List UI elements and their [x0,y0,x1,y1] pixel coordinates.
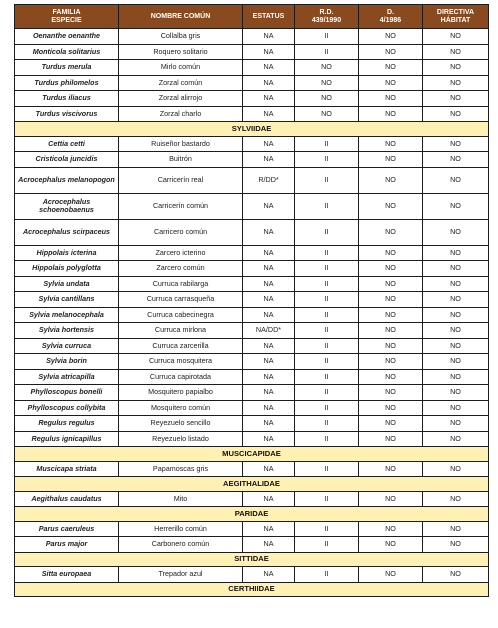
species-name: Sylvia cantillans [15,292,119,308]
header-d [359,5,423,29]
status-cell: NA [243,491,295,507]
common-name: Curruca cabecinegra [119,307,243,323]
status-cell: NA [243,75,295,91]
rd-439-1990-cell: II [295,400,359,416]
species-row [15,400,489,416]
status-cell: NA [243,261,295,277]
species-row [15,219,489,245]
family-name: CERTHIIDAE [15,582,489,597]
common-name: Carricerín real [119,167,243,193]
rd-439-1990-cell: II [295,167,359,193]
directiva-habitat-cell: NO [423,537,489,553]
directiva-habitat-cell: NO [423,106,489,122]
species-name: Cristicola juncidis [15,152,119,168]
species-row [15,261,489,277]
common-name: Ruiseñor bastardo [119,136,243,152]
species-name: Sylvia hortensis [15,323,119,339]
species-row [15,60,489,76]
status-cell: NA [243,60,295,76]
d-4-1986-cell: NO [359,44,423,60]
d-4-1986-cell: NO [359,416,423,432]
directiva-habitat-cell: NO [423,60,489,76]
family-row [15,582,489,597]
directiva-habitat-cell: NO [423,385,489,401]
status-cell: NA [243,416,295,432]
common-name: Reyezuelo sencillo [119,416,243,432]
rd-439-1990-cell: NO [295,106,359,122]
status-cell: NA [243,431,295,447]
species-row [15,385,489,401]
status-cell: NA [243,461,295,477]
header-rd-label: R.D. [319,8,334,16]
d-4-1986-cell: NO [359,29,423,45]
family-name: SITTIDAE [15,552,489,567]
status-cell: NA [243,152,295,168]
d-4-1986-cell: NO [359,106,423,122]
common-name: Roquero solitario [119,44,243,60]
directiva-habitat-cell: NO [423,136,489,152]
d-4-1986-cell: NO [359,167,423,193]
family-row [15,122,489,137]
family-row [15,552,489,567]
d-4-1986-cell: NO [359,461,423,477]
species-row [15,461,489,477]
directiva-habitat-cell: NO [423,431,489,447]
status-cell: NA [243,136,295,152]
status-cell: NA [243,537,295,553]
species-row [15,167,489,193]
d-4-1986-cell: NO [359,491,423,507]
header-habitat-label: HÁBITAT [440,16,471,24]
rd-439-1990-cell: II [295,136,359,152]
species-row [15,416,489,432]
directiva-habitat-cell: NO [423,416,489,432]
common-name: Curruca mirlona [119,323,243,339]
rd-439-1990-cell: II [295,323,359,339]
header-nombre-comun: NOMBRE COMÚN [119,5,243,29]
d-4-1986-cell: NO [359,323,423,339]
common-name: Mirlo común [119,60,243,76]
species-name: Sylvia borin [15,354,119,370]
rd-439-1990-cell: II [295,338,359,354]
directiva-habitat-cell: NO [423,152,489,168]
common-name: Zarcero común [119,261,243,277]
status-cell: NA [243,400,295,416]
species-row [15,245,489,261]
common-name: Curruca carrasqueña [119,292,243,308]
status-cell: NA [243,219,295,245]
directiva-habitat-cell: NO [423,323,489,339]
common-name: Mosquitero papialbo [119,385,243,401]
rd-439-1990-cell: II [295,193,359,219]
species-name: Cettia cetti [15,136,119,152]
rd-439-1990-cell: II [295,369,359,385]
species-name: Acrocephalus melanopogon [15,167,119,193]
species-name: Sylvia curruca [15,338,119,354]
status-cell: NA [243,567,295,583]
header-d-label: D. [387,8,394,16]
species-row [15,354,489,370]
d-4-1986-cell: NO [359,75,423,91]
species-name: Acrocephalus scirpaceus [15,219,119,245]
species-row [15,292,489,308]
rd-439-1990-cell: II [295,307,359,323]
document-page [14,4,488,597]
d-4-1986-cell: NO [359,219,423,245]
rd-439-1990-cell: NO [295,91,359,107]
rd-439-1990-cell: II [295,44,359,60]
d-4-1986-cell: NO [359,354,423,370]
status-cell: NA [243,29,295,45]
status-cell: NA [243,276,295,292]
species-name: Hippolais polyglotta [15,261,119,277]
common-name: Buitrón [119,152,243,168]
directiva-habitat-cell: NO [423,245,489,261]
common-name: Curruca zarcerilla [119,338,243,354]
status-cell: NA [243,106,295,122]
rd-439-1990-cell: II [295,491,359,507]
species-name: Turdus merula [15,60,119,76]
table-header [15,5,489,29]
directiva-habitat-cell: NO [423,276,489,292]
species-row [15,369,489,385]
species-row [15,431,489,447]
species-row [15,567,489,583]
species-row [15,521,489,537]
header-familia-especie [15,5,119,29]
directiva-habitat-cell: NO [423,400,489,416]
status-cell: NA [243,354,295,370]
table-body [15,29,489,597]
species-row [15,323,489,339]
rd-439-1990-cell: II [295,567,359,583]
header-row [15,5,489,29]
species-name: Sylvia melanocephala [15,307,119,323]
d-4-1986-cell: NO [359,537,423,553]
d-4-1986-cell: NO [359,245,423,261]
species-name: Muscicapa striata [15,461,119,477]
rd-439-1990-cell: II [295,354,359,370]
species-name: Regulus ignicapillus [15,431,119,447]
species-row [15,91,489,107]
directiva-habitat-cell: NO [423,193,489,219]
rd-439-1990-cell: II [295,385,359,401]
d-4-1986-cell: NO [359,91,423,107]
d-4-1986-cell: NO [359,152,423,168]
status-cell: NA [243,44,295,60]
species-row [15,152,489,168]
rd-439-1990-cell: II [295,431,359,447]
species-name: Parus caeruleus [15,521,119,537]
family-row [15,447,489,462]
family-row [15,477,489,492]
common-name: Zorzal común [119,75,243,91]
species-row [15,75,489,91]
species-name: Phylloscopus collybita [15,400,119,416]
d-4-1986-cell: NO [359,567,423,583]
header-directiva-label: DIRECTIVA [436,8,475,16]
species-name: Aegithalus caudatus [15,491,119,507]
common-name: Carricero común [119,219,243,245]
family-name: PARIDAE [15,507,489,522]
common-name: Zorzal charlo [119,106,243,122]
species-row [15,136,489,152]
status-cell: NA [243,245,295,261]
species-name: Oenanthe oenanthe [15,29,119,45]
directiva-habitat-cell: NO [423,567,489,583]
rd-439-1990-cell: II [295,292,359,308]
status-cell: NA [243,292,295,308]
d-4-1986-cell: NO [359,193,423,219]
rd-439-1990-cell: II [295,416,359,432]
directiva-habitat-cell: NO [423,354,489,370]
d-4-1986-cell: NO [359,261,423,277]
d-4-1986-cell: NO [359,292,423,308]
directiva-habitat-cell: NO [423,461,489,477]
d-4-1986-cell: NO [359,276,423,292]
common-name: Reyezuelo listado [119,431,243,447]
d-4-1986-cell: NO [359,338,423,354]
species-row [15,44,489,60]
status-cell: NA [243,521,295,537]
species-name: Turdus iliacus [15,91,119,107]
rd-439-1990-cell: II [295,261,359,277]
species-name: Monticola solitarius [15,44,119,60]
common-name: Carricerín común [119,193,243,219]
common-name: Mito [119,491,243,507]
rd-439-1990-cell: II [295,152,359,168]
status-cell: NA [243,193,295,219]
header-estatus: ESTATUS [243,5,295,29]
d-4-1986-cell: NO [359,136,423,152]
family-name: AEGITHALIDAE [15,477,489,492]
status-cell: NA [243,91,295,107]
common-name: Mosquitero común [119,400,243,416]
common-name: Zorzal alirrojo [119,91,243,107]
common-name: Curruca mosquitera [119,354,243,370]
species-row [15,276,489,292]
common-name: Trepador azul [119,567,243,583]
d-4-1986-cell: NO [359,369,423,385]
directiva-habitat-cell: NO [423,44,489,60]
common-name: Curruca capirotada [119,369,243,385]
common-name: Curruca rabilarga [119,276,243,292]
header-especie-label: ESPECIE [51,16,82,24]
family-row [15,507,489,522]
status-cell: NA [243,385,295,401]
common-name: Collalba gris [119,29,243,45]
rd-439-1990-cell: II [295,276,359,292]
species-name: Regulus regulus [15,416,119,432]
d-4-1986-cell: NO [359,521,423,537]
species-row [15,106,489,122]
rd-439-1990-cell: NO [295,75,359,91]
common-name: Papamoscas gris [119,461,243,477]
d-4-1986-cell: NO [359,400,423,416]
directiva-habitat-cell: NO [423,167,489,193]
rd-439-1990-cell: II [295,537,359,553]
family-name: SYLVIIDAE [15,122,489,137]
directiva-habitat-cell: NO [423,75,489,91]
rd-439-1990-cell: II [295,461,359,477]
family-name: MUSCICAPIDAE [15,447,489,462]
species-name: Turdus viscivorus [15,106,119,122]
status-cell: NA/DD* [243,323,295,339]
common-name: Zarcero icterino [119,245,243,261]
species-name: Turdus philomelos [15,75,119,91]
species-row [15,29,489,45]
species-row [15,338,489,354]
common-name: Herrerillo común [119,521,243,537]
header-d-number: 4/1986 [379,16,402,24]
species-table [14,4,489,597]
header-familia-label: FAMILIA [52,8,81,16]
rd-439-1990-cell: II [295,29,359,45]
directiva-habitat-cell: NO [423,29,489,45]
directiva-habitat-cell: NO [423,521,489,537]
directiva-habitat-cell: NO [423,369,489,385]
status-cell: NA [243,369,295,385]
directiva-habitat-cell: NO [423,292,489,308]
status-cell: R/DD* [243,167,295,193]
directiva-habitat-cell: NO [423,338,489,354]
species-name: Phylloscopus bonelli [15,385,119,401]
rd-439-1990-cell: II [295,521,359,537]
rd-439-1990-cell: II [295,219,359,245]
header-rd [295,5,359,29]
directiva-habitat-cell: NO [423,307,489,323]
species-row [15,307,489,323]
status-cell: NA [243,338,295,354]
rd-439-1990-cell: II [295,245,359,261]
directiva-habitat-cell: NO [423,219,489,245]
species-name: Parus major [15,537,119,553]
species-row [15,491,489,507]
d-4-1986-cell: NO [359,385,423,401]
status-cell: NA [243,307,295,323]
d-4-1986-cell: NO [359,431,423,447]
d-4-1986-cell: NO [359,60,423,76]
species-name: Sitta europaea [15,567,119,583]
species-name: Acrocephalus schoenobaenus [15,193,119,219]
header-directiva [423,5,489,29]
common-name: Carbonero común [119,537,243,553]
species-name: Hippolais icterina [15,245,119,261]
species-name: Sylvia atricapilla [15,369,119,385]
species-name: Sylvia undata [15,276,119,292]
directiva-habitat-cell: NO [423,91,489,107]
species-row [15,537,489,553]
d-4-1986-cell: NO [359,307,423,323]
directiva-habitat-cell: NO [423,261,489,277]
rd-439-1990-cell: NO [295,60,359,76]
species-row [15,193,489,219]
directiva-habitat-cell: NO [423,491,489,507]
header-rd-number: 439/1990 [311,16,342,24]
